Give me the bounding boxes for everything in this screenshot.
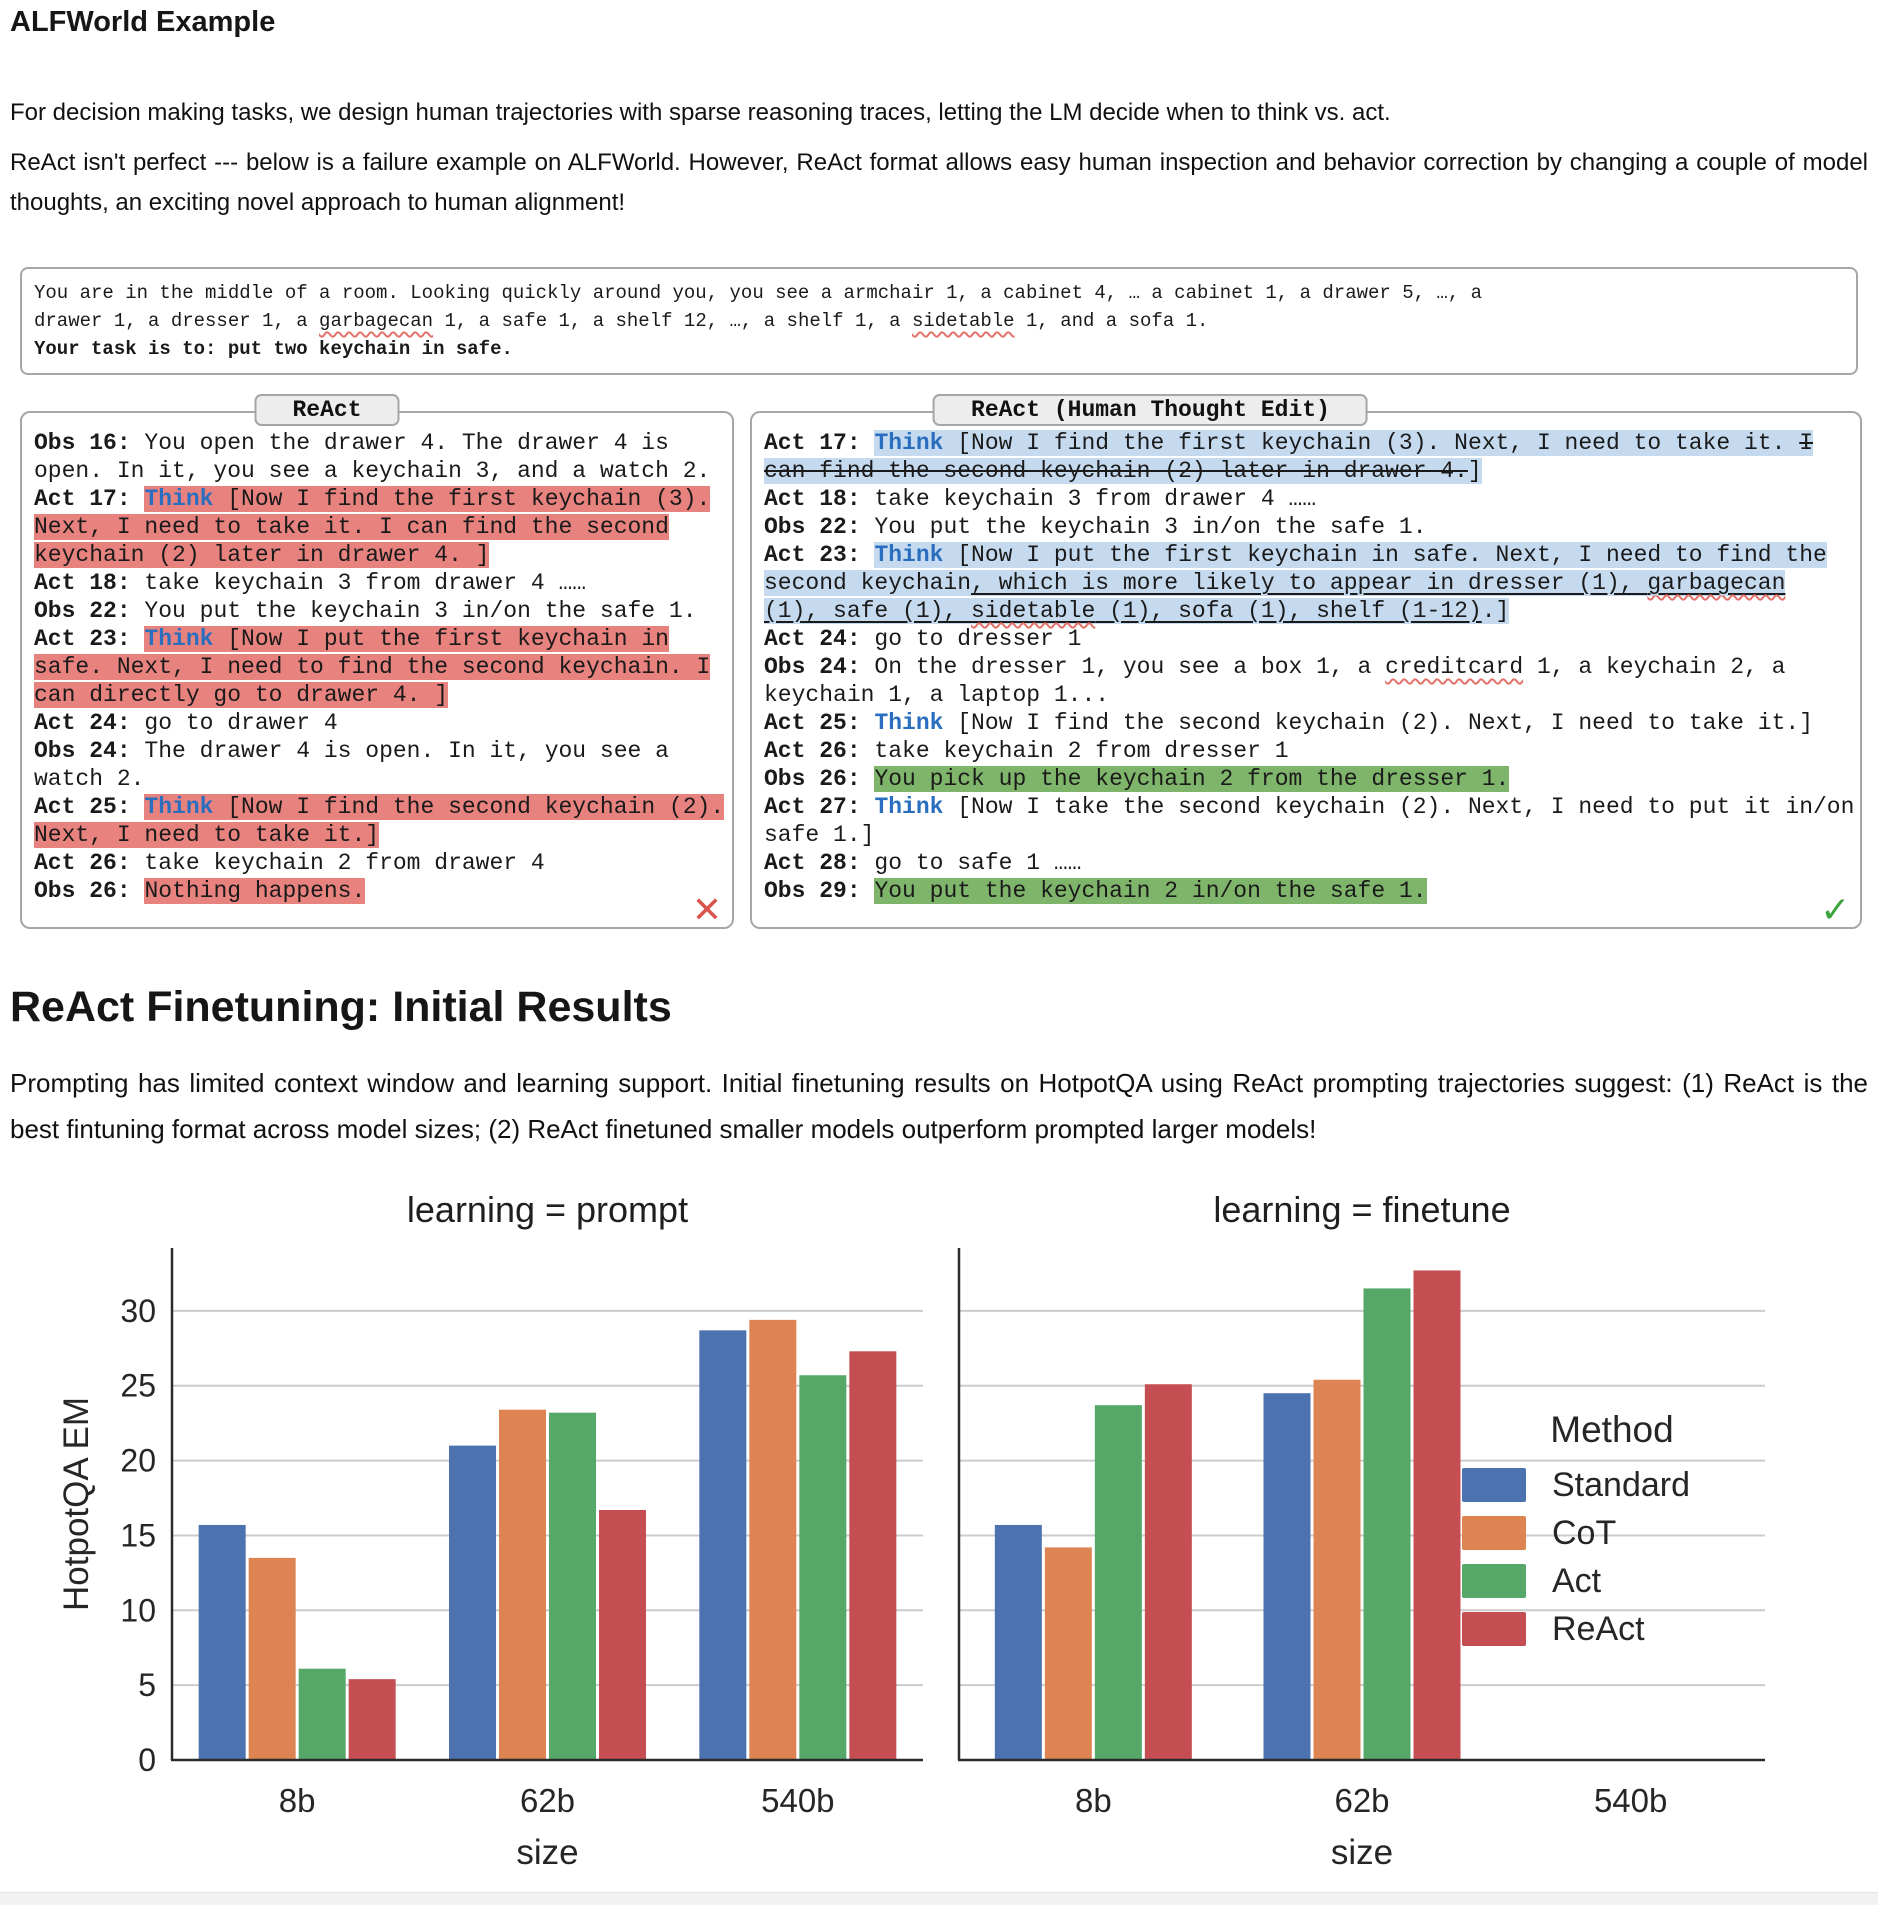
trace-segment: Obs 26: (34, 878, 131, 904)
trace-segment: Act 27: (764, 794, 861, 820)
bar (1045, 1547, 1092, 1760)
trace-line (34, 485, 726, 513)
x-tick-label: 8b (278, 1782, 316, 1819)
trace-segment: take keychain 2 from drawer 4 (130, 850, 545, 876)
trace-segment: You open the drawer 4. The drawer 4 is (130, 430, 669, 456)
trace-segment (861, 430, 875, 456)
trace-segment: keychain 1, a laptop 1... (764, 682, 1110, 708)
trace-segment (971, 598, 1095, 624)
trace-segment: Next, I need to take it. I can find the second (34, 514, 669, 540)
trace-segment (319, 310, 433, 332)
y-tick-label: 30 (120, 1292, 156, 1329)
trace-segment (1647, 570, 1785, 596)
react-human-edit-tab: ReAct (Human Thought Edit) (933, 394, 1368, 426)
trace-comparison (20, 397, 1858, 931)
x-tick-label: 8b (1074, 1782, 1112, 1819)
y-tick-label: 10 (120, 1592, 156, 1629)
trace-segment: can directly go to drawer 4. ] (34, 682, 449, 708)
trace-segment: take keychain 3 from drawer 4 …… (860, 486, 1317, 512)
trace-line (34, 849, 726, 877)
trace-line (764, 877, 1854, 905)
trace-segment: Act 24: (34, 710, 131, 736)
trace-segment: 1, a keychain 2, a (1523, 654, 1786, 680)
trace-segment: Think (144, 626, 214, 652)
trace-line (764, 429, 1854, 457)
trace-line (764, 513, 1854, 541)
bar (1145, 1384, 1192, 1760)
legend-swatch (1462, 1516, 1526, 1550)
bar (699, 1330, 746, 1760)
legend-title: Method (1550, 1409, 1674, 1450)
trace-segment: go to dresser 1 (860, 626, 1082, 652)
trace-line (764, 765, 1854, 793)
trace-line (34, 681, 726, 709)
trace-line (34, 709, 726, 737)
trace-segment: take keychain 2 from dresser 1 (860, 738, 1289, 764)
failure-x-icon: ✕ (691, 890, 722, 931)
trace-segment (131, 626, 145, 652)
trace-segment: Think (874, 542, 944, 568)
trace-segment: [Now I find the second keychain (2). Next, I need to take it.] (943, 710, 1813, 736)
alfworld-heading: ALFWorld Example (10, 6, 276, 38)
trace-segment (131, 794, 145, 820)
trace-line (764, 653, 1854, 681)
y-tick-label: 25 (120, 1367, 156, 1404)
trace-segment: Think (874, 710, 944, 736)
bar (549, 1413, 596, 1760)
legend-swatch (1462, 1564, 1526, 1598)
intro-paragraph-1: For decision making tasks, we design human trajectories with sparse reasoning traces, letting the LM decide when to think vs. act. (10, 99, 1391, 126)
trace-segment: You pick up the keychain 2 from the dresser 1. (874, 766, 1510, 792)
trace-line (764, 737, 1854, 765)
trace-segment: 1, a safe 1, a shelf 12, …, a shelf 1, a (433, 310, 912, 332)
bar (299, 1669, 346, 1760)
x-tick-label: 62b (1334, 1782, 1390, 1819)
trace-line (34, 307, 1844, 335)
bar (1414, 1270, 1461, 1760)
trace-line (34, 457, 726, 485)
legend-label: Standard (1552, 1466, 1690, 1504)
trace-segment: go to safe 1 …… (860, 850, 1082, 876)
page (0, 6, 1878, 1905)
bar (499, 1410, 546, 1760)
react-edit-trace-column (750, 397, 1862, 931)
trace-line (34, 429, 726, 457)
trace-segment (861, 710, 875, 736)
trace-line (34, 793, 726, 821)
trace-line (764, 793, 1854, 821)
trace-segment: Act 17: (764, 430, 861, 456)
spellcheck-squiggle: sidetable (971, 598, 1096, 624)
trace-segment: , which is more likely to appear in dresser (1), (971, 570, 1648, 596)
trace-segment: Think (144, 486, 214, 512)
trace-segment: open. In it, you see a keychain 3, and a watch 2. (34, 458, 711, 484)
chart-finetune (950, 1190, 1848, 1880)
react-tab: ReAct (255, 394, 400, 426)
trace-segment: second keychain (764, 570, 972, 596)
trace-segment: Next, I need to take it.] (34, 822, 380, 848)
trace-line (34, 569, 726, 597)
x-axis-label: size (516, 1833, 579, 1872)
y-tick-label: 0 (138, 1742, 156, 1778)
trace-segment: safe. Next, I need to find the second keychain. I (34, 654, 711, 680)
trace-segment: Act 28: (764, 850, 861, 876)
trace-segment: Think (874, 794, 944, 820)
trace-segment: Act 24: (764, 626, 861, 652)
trace-segment: watch 2. (34, 766, 145, 792)
content (0, 6, 1878, 1880)
x-axis-label: size (1330, 1833, 1394, 1872)
spellcheck-squiggle: garbagecan (1647, 570, 1786, 596)
chart-title: learning = prompt (406, 1190, 689, 1230)
trace-segment: Your task is to: put two keychain in safe. (34, 338, 513, 360)
trace-line (764, 457, 1854, 485)
trace-segment: Act 18: (764, 486, 861, 512)
trace-segment: Obs 22: (34, 598, 131, 624)
success-check-icon: ✓ (1820, 890, 1851, 931)
legend-swatch (1462, 1612, 1526, 1646)
legend-label: ReAct (1552, 1610, 1645, 1648)
trace-line (34, 737, 726, 765)
trace-line (34, 541, 726, 569)
trace-segment: (1), sofa (1), shelf (1-12) (1095, 598, 1482, 624)
trace-segment: Nothing happens. (144, 878, 366, 904)
trace-segment: ] (1467, 458, 1482, 484)
bar (1095, 1405, 1142, 1760)
finetuning-paragraph: Prompting has limited context window and learning support. Initial finetuning results on HotpotQA using ReAct prompting trajectories suggest: (1) ReAct is the best fintuning format across model sizes; (2) ReAct finetuned smaller models outperform prompted larger models! (10, 1068, 1868, 1144)
legend-swatch (1462, 1468, 1526, 1502)
bar (995, 1525, 1042, 1760)
trace-segment: drawer 1, a dresser 1, a (34, 310, 320, 332)
trace-segment: .] (1481, 598, 1510, 624)
bar (799, 1375, 846, 1760)
trace-segment: You put the keychain 3 in/on the safe 1. (130, 598, 697, 624)
chart-title: learning = finetune (1213, 1190, 1511, 1230)
trace-segment (861, 542, 875, 568)
trace-line (34, 335, 1844, 363)
bar (1364, 1288, 1411, 1760)
trace-segment: I (1799, 430, 1814, 456)
trace-segment: safe 1.] (764, 822, 875, 848)
bar (249, 1558, 296, 1760)
trace-line (34, 821, 726, 849)
trace-segment: Act 26: (34, 850, 131, 876)
trace-segment: Think (874, 430, 944, 456)
trace-line (34, 279, 1844, 307)
trace-line (764, 821, 1854, 849)
trace-line (764, 849, 1854, 877)
trace-line (34, 597, 726, 625)
react-trace-column (20, 397, 734, 931)
trace-segment: On the dresser 1, you see a box 1, a (860, 654, 1386, 680)
trace-segment: [Now I find the second keychain (2). (213, 794, 725, 820)
intro-paragraph-2: ReAct isn't perfect --- below is a failure example on ALFWorld. However, ReAct format allows easy human inspection and behavior correction by changing a couple of model thoughts, an exciting novel approach to human alignment! (10, 149, 1868, 216)
trace-segment: keychain (2) later in drawer 4. ] (34, 542, 490, 568)
trace-segment: [Now I find the first keychain (3). (213, 486, 711, 512)
bar (1264, 1393, 1311, 1760)
bar (1314, 1380, 1361, 1760)
trace-segment: You are in the middle of a room. Looking quickly around you, you see a armchair 1, a cabinet 4, … a cabinet 1, a drawer 5, …, a (34, 282, 1483, 304)
legend-label: CoT (1552, 1514, 1617, 1552)
trace-line (34, 653, 726, 681)
react-trace-box (20, 411, 734, 929)
room-description-box (20, 267, 1858, 375)
bar (599, 1510, 646, 1760)
trace-segment: take keychain 3 from drawer 4 …… (130, 570, 587, 596)
x-tick-label: 540b (761, 1782, 835, 1819)
react-edit-trace-box (750, 411, 1862, 929)
chart-prompt (50, 1190, 950, 1880)
trace-segment: Obs 22: (764, 514, 861, 540)
trace-segment: Act 25: (34, 794, 131, 820)
x-tick-label: 540b (1593, 1782, 1668, 1819)
trace-segment: Obs 24: (34, 738, 131, 764)
trace-line (34, 625, 726, 653)
bar (199, 1525, 246, 1760)
trace-segment: Obs 26: (764, 766, 861, 792)
bar (849, 1351, 896, 1760)
legend-label: Act (1552, 1562, 1602, 1600)
trace-segment (131, 878, 145, 904)
trace-segment: Obs 16: (34, 430, 131, 456)
trace-segment: Obs 29: (764, 878, 861, 904)
trace-segment: Act 23: (34, 626, 131, 652)
trace-segment (912, 310, 1015, 332)
trace-segment: Act 26: (764, 738, 861, 764)
react-edit-trace-lines (764, 429, 1854, 905)
trace-segment: 1, and a sofa 1. (1014, 310, 1209, 332)
trace-segment: can find the second keychain (2) later in drawer 4. (764, 458, 1468, 484)
trace-segment: Act 23: (764, 542, 861, 568)
finetuning-charts (50, 1190, 1868, 1880)
trace-segment: [Now I find the first keychain (3). Next, I need to take it. (943, 430, 1800, 456)
trace-segment (861, 878, 875, 904)
trace-segment: The drawer 4 is open. In it, you see a (130, 738, 669, 764)
trace-segment (861, 766, 875, 792)
trace-segment: Act 25: (764, 710, 861, 736)
y-tick-label: 20 (120, 1442, 156, 1479)
trace-segment: [Now I put the first keychain in safe. Next, I need to find the (943, 542, 1827, 568)
trace-line (764, 541, 1854, 569)
trace-line (34, 765, 726, 793)
trace-segment: You put the keychain 2 in/on the safe 1. (874, 878, 1427, 904)
trace-line (764, 569, 1854, 597)
trace-segment: Think (144, 794, 214, 820)
trace-line (764, 625, 1854, 653)
trace-segment: go to drawer 4 (130, 710, 338, 736)
x-tick-label: 62b (519, 1782, 576, 1819)
finetuning-heading: ReAct Finetuning: Initial Results (10, 983, 672, 1031)
trace-segment: (1), safe (1), (764, 598, 972, 624)
trace-segment (1385, 654, 1523, 680)
trace-line (34, 877, 726, 905)
y-tick-label: 15 (120, 1517, 156, 1554)
y-tick-label: 5 (138, 1667, 156, 1704)
trace-segment (861, 794, 875, 820)
trace-line (764, 681, 1854, 709)
bar (449, 1446, 496, 1760)
trace-segment: Act 18: (34, 570, 131, 596)
trace-segment: You put the keychain 3 in/on the safe 1. (860, 514, 1427, 540)
spellcheck-squiggle: creditcard (1385, 654, 1524, 680)
trace-segment (131, 486, 145, 512)
trace-line (34, 513, 726, 541)
react-trace-lines (34, 429, 726, 905)
y-axis-label: HotpotQA EM (57, 1397, 96, 1611)
bar (749, 1320, 796, 1760)
trace-segment: [Now I put the first keychain in (213, 626, 669, 652)
trace-segment: Act 17: (34, 486, 131, 512)
trace-segment: Obs 24: (764, 654, 861, 680)
trace-line (764, 597, 1854, 625)
spellcheck-squiggle: sidetable (911, 310, 1015, 332)
bar (349, 1679, 396, 1760)
trace-segment: [Now I take the second keychain (2). Next, I need to put it in/on (943, 794, 1855, 820)
trace-line (764, 709, 1854, 737)
spellcheck-squiggle: garbagecan (319, 310, 434, 332)
trace-line (764, 485, 1854, 513)
